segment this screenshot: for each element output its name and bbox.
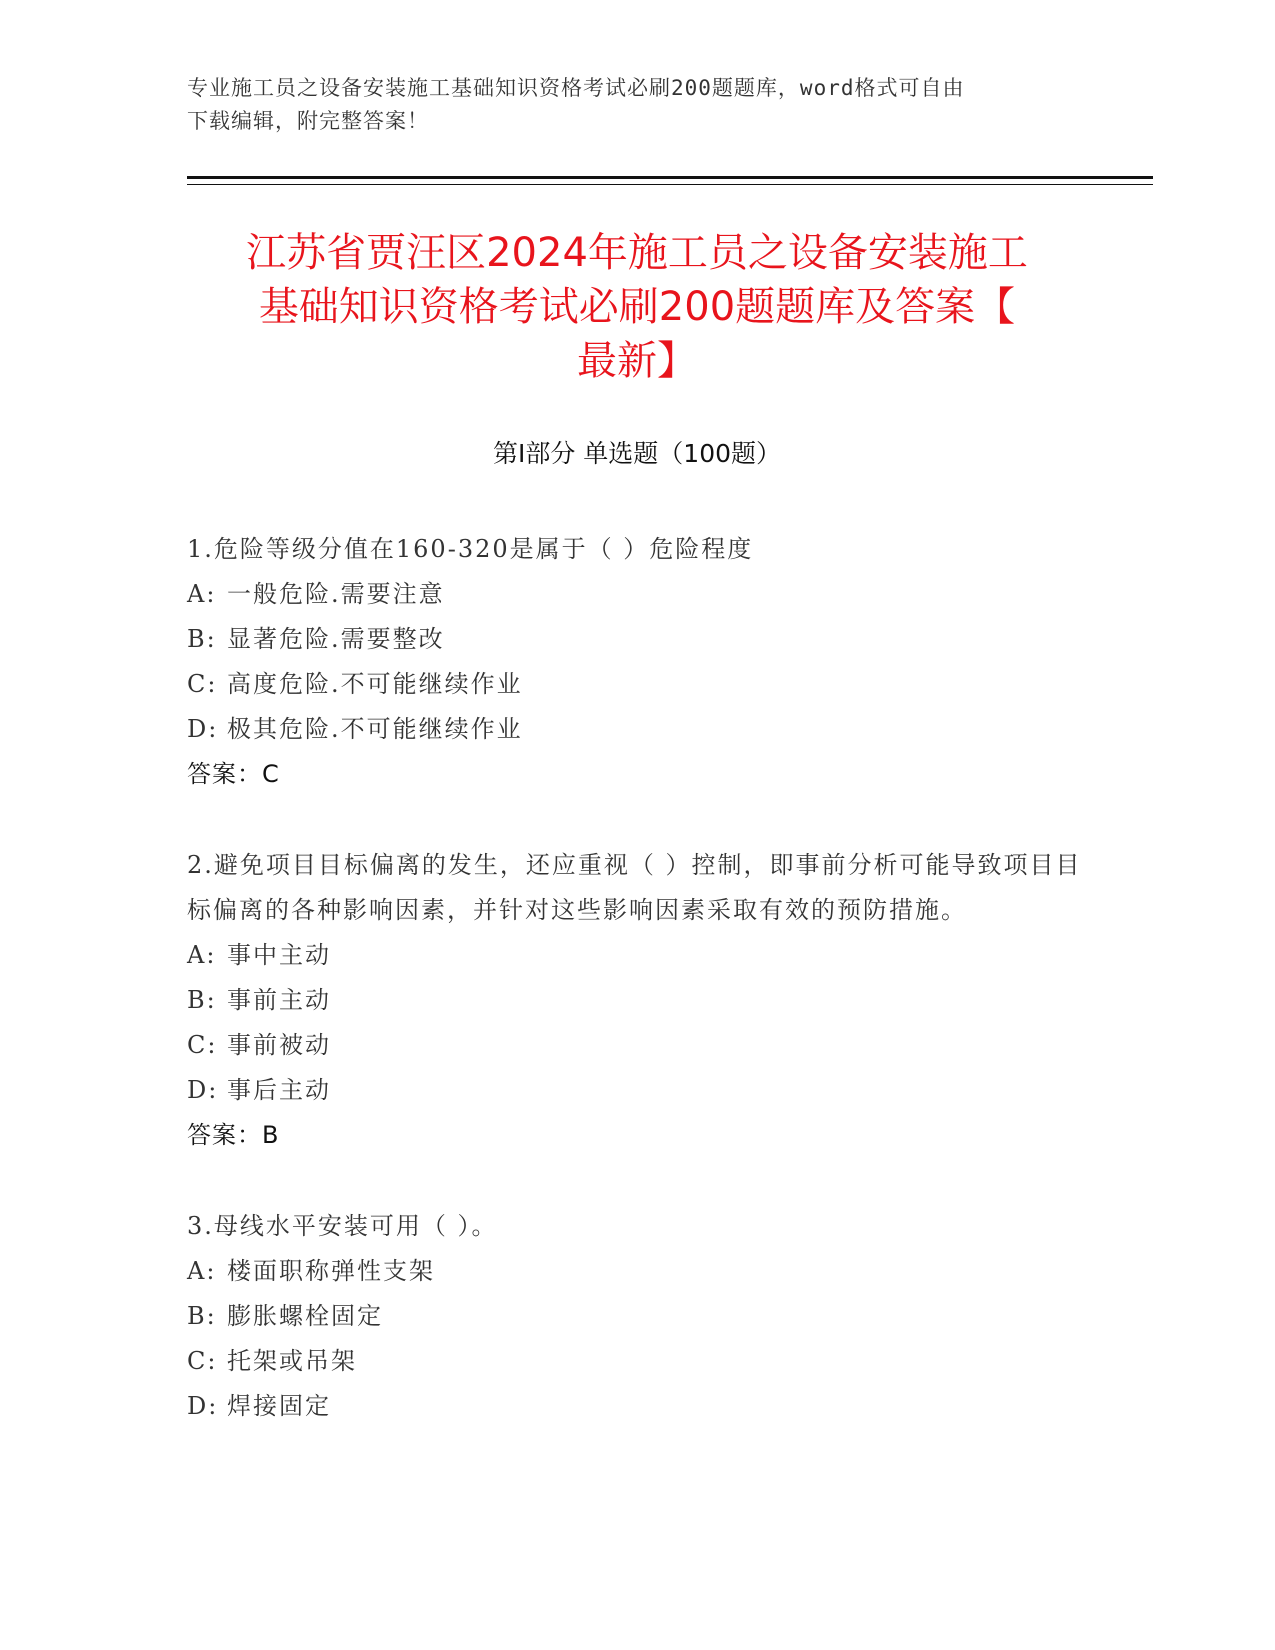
option-text: 楼面职称弹性支架 xyxy=(227,1257,435,1285)
section-title: 第Ⅰ部分 单选题（100题） xyxy=(492,439,782,468)
header-divider-thick xyxy=(187,176,1153,179)
option-text: 高度危险.不可能继续作业 xyxy=(227,670,523,698)
option-label: C: xyxy=(187,1031,218,1059)
question-text: 1.危险等级分值在160-320是属于（ ）危险程度 xyxy=(187,535,754,563)
option-a xyxy=(187,933,1087,978)
option-b xyxy=(187,1294,1087,1339)
option-d xyxy=(187,707,1087,752)
question-item xyxy=(187,1204,1087,1429)
option-a xyxy=(187,572,1087,617)
answer-text: 答案：C xyxy=(187,760,280,788)
option-label: C: xyxy=(187,670,218,698)
option-text: 极其危险.不可能继续作业 xyxy=(227,715,523,743)
option-text: 事后主动 xyxy=(227,1076,331,1104)
option-text: 焊接固定 xyxy=(227,1392,331,1420)
option-text: 膨胀螺栓固定 xyxy=(227,1302,383,1330)
document-title xyxy=(187,226,1087,388)
option-b xyxy=(187,617,1087,662)
header-note xyxy=(187,72,1067,138)
option-c xyxy=(187,1023,1087,1068)
option-label: A: xyxy=(187,941,217,969)
option-label: B: xyxy=(187,625,217,653)
option-text: 事前主动 xyxy=(227,986,331,1014)
option-label: D: xyxy=(187,1076,219,1104)
option-b xyxy=(187,978,1087,1023)
option-c xyxy=(187,1339,1087,1384)
option-d xyxy=(187,1384,1087,1429)
document-title-line-1: 江苏省贾汪区2024年施工员之设备安装施工 xyxy=(246,230,1028,276)
option-text: 一般危险.需要注意 xyxy=(227,580,445,608)
option-label: C: xyxy=(187,1347,218,1375)
option-label: D: xyxy=(187,715,219,743)
header-divider-thin xyxy=(187,184,1153,185)
option-label: A: xyxy=(187,580,217,608)
question-item xyxy=(187,527,1087,797)
question-item xyxy=(187,843,1087,1158)
option-label: B: xyxy=(187,1302,217,1330)
option-label: B: xyxy=(187,986,217,1014)
question-text: 2.避免项目目标偏离的发生，还应重视（ ）控制，即事前分析可能导致项目目标偏离的各种影响因素，并针对这些影响因素采取有效的预防措施。 xyxy=(187,851,1082,924)
option-label: D: xyxy=(187,1392,219,1420)
document-title-line-2: 基础知识资格考试必刷200题题库及答案【 xyxy=(258,284,1016,330)
document-title-line-3: 最新】 xyxy=(577,338,697,384)
header-note-line-2: 下载编辑，附完整答案！ xyxy=(187,109,429,133)
option-d xyxy=(187,1068,1087,1113)
header-note-line-1: 专业施工员之设备安装施工基础知识资格考试必刷200题题库，word格式可自由 xyxy=(187,76,965,100)
question-text: 3.母线水平安装可用（ ）。 xyxy=(187,1212,498,1240)
option-text: 事前被动 xyxy=(227,1031,331,1059)
option-text: 托架或吊架 xyxy=(227,1347,357,1375)
question-list xyxy=(187,527,1087,1475)
answer-text: 答案：B xyxy=(187,1121,280,1149)
option-label: A: xyxy=(187,1257,217,1285)
option-text: 显著危险.需要整改 xyxy=(227,625,445,653)
option-c xyxy=(187,662,1087,707)
option-a xyxy=(187,1249,1087,1294)
option-text: 事中主动 xyxy=(227,941,331,969)
